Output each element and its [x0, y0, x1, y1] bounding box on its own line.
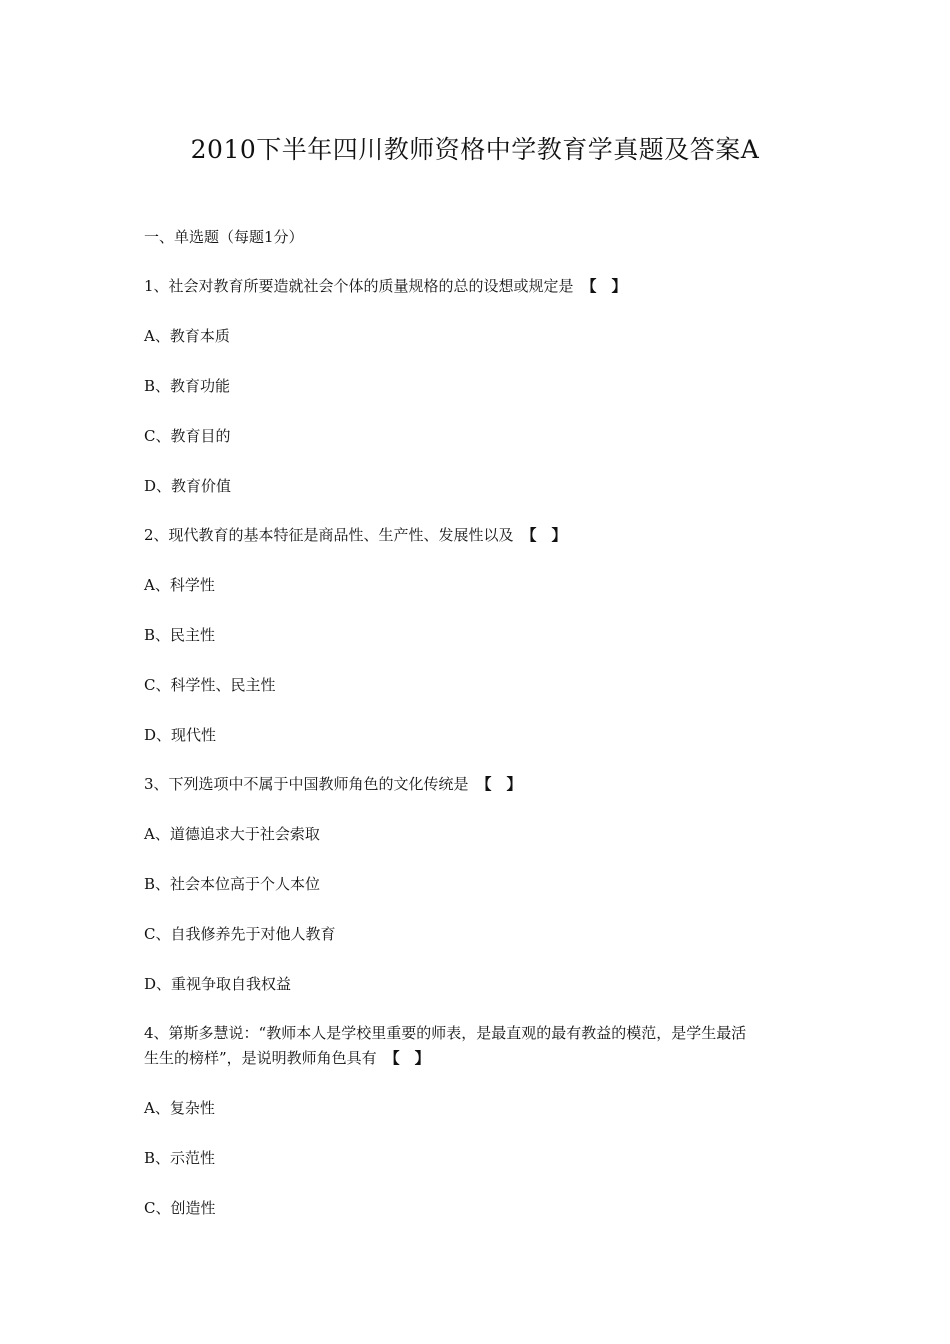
- question-1-option-b: B、教育功能: [144, 377, 231, 395]
- question-2-option-d: D、现代性: [144, 726, 217, 744]
- question-3-option-a: A、道德追求大于社会索取: [144, 825, 320, 843]
- question-stem-text: 1、社会对教育所要造就社会个体的质量规格的总的设想或规定是: [144, 277, 574, 295]
- section-heading: 一、单选题（每题1分）: [144, 228, 304, 246]
- question-3-option-b: B、社会本位高于个人本位: [144, 875, 321, 893]
- answer-bracket: 【 】: [521, 526, 567, 544]
- document-title: 2010下半年四川教师资格中学教育学真题及答案A: [190, 135, 760, 164]
- question-4-option-a: A、复杂性: [144, 1099, 215, 1117]
- question-1-option-a: A、教育本质: [144, 327, 230, 345]
- answer-bracket: 【 】: [581, 277, 627, 295]
- question-2-option-c: C、科学性、民主性: [144, 676, 276, 694]
- question-4-stem-line1: 4、第斯多慧说：“教师本人是学校里重要的师表，是最直观的最有教益的模范，是学生最活: [144, 1024, 747, 1042]
- question-stem-text: 3、下列选项中不属于中国教师角色的文化传统是: [144, 775, 469, 793]
- question-4-stem-line2: [144, 1046, 814, 1071]
- question-4-option-b: B、示范性: [144, 1149, 216, 1167]
- question-stem-text: 生生的榜样”，是说明教师角色具有: [144, 1049, 377, 1067]
- question-2-option-a: A、科学性: [144, 576, 215, 594]
- answer-bracket: 【 】: [476, 775, 522, 793]
- question-3-option-d: D、重视争取自我权益: [144, 975, 292, 993]
- question-1-option-c: C、教育目的: [144, 427, 231, 445]
- question-1-option-d: D、教育价值: [144, 477, 232, 495]
- question-2-stem: [144, 523, 814, 548]
- question-stem-text: 2、现代教育的基本特征是商品性、生产性、发展性以及: [144, 526, 514, 544]
- answer-bracket: 【 】: [384, 1049, 430, 1067]
- question-4-option-c: C、创造性: [144, 1199, 216, 1217]
- question-3-option-c: C、自我修养先于对他人教育: [144, 925, 336, 943]
- question-1-stem: [144, 274, 814, 299]
- question-3-stem: [144, 772, 814, 797]
- question-2-option-b: B、民主性: [144, 626, 216, 644]
